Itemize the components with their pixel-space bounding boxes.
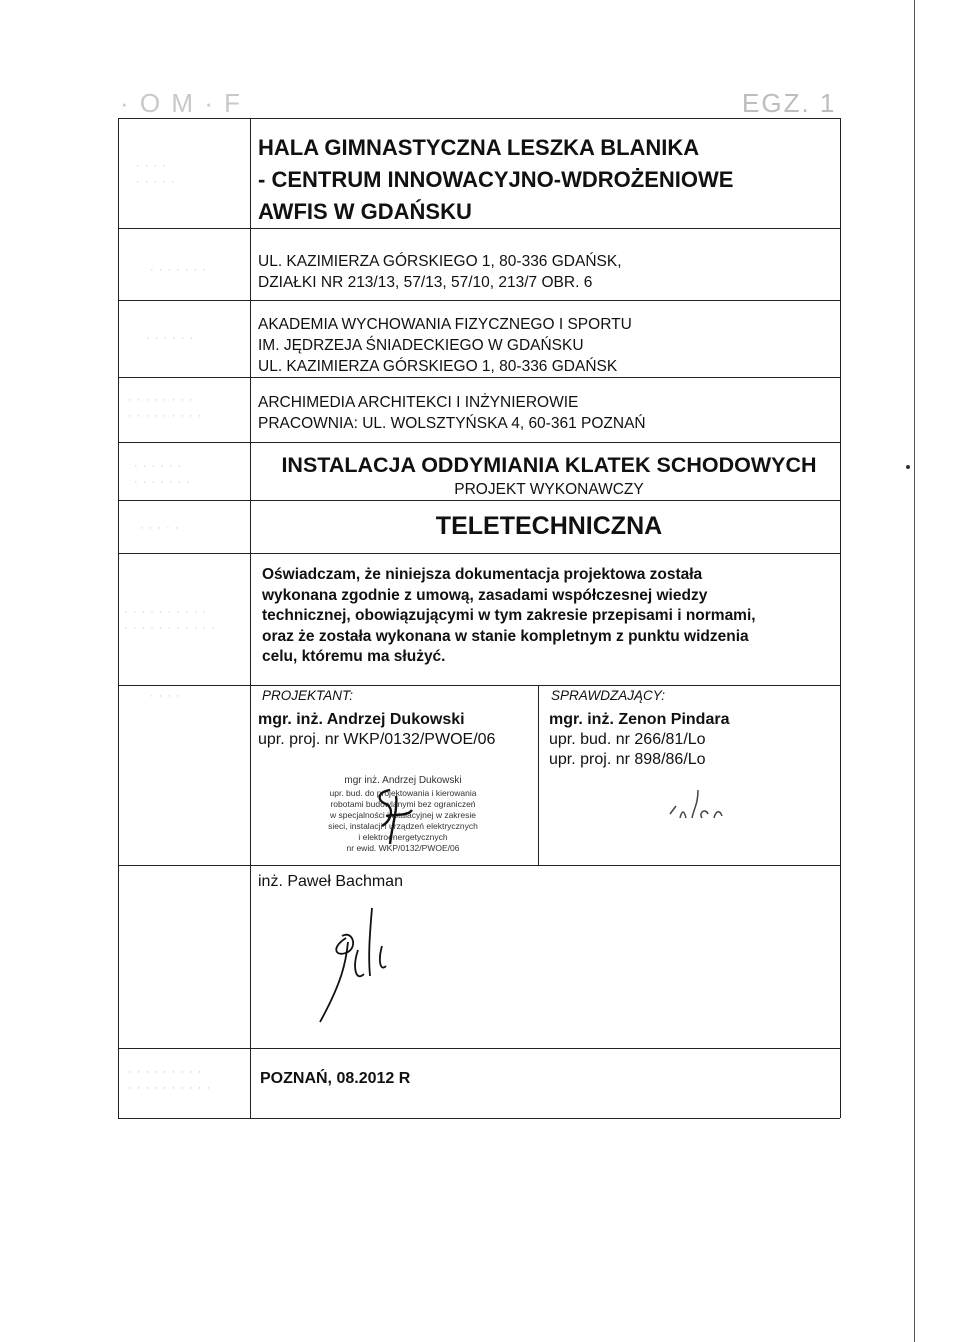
address-line-2: DZIAŁKI NR 213/13, 57/13, 57/10, 213/7 OBR. 6: [258, 274, 593, 291]
object-name: INSTALACJA ODDYMIANIA KLATEK SCHODOWYCH: [281, 453, 817, 477]
faded-label-6: · · · · ·: [140, 522, 180, 534]
stamp-line-3: w specjalności instalacyjnej w zakresie: [330, 810, 476, 820]
stamp-line-5: i elektroenergetycznych: [358, 832, 448, 842]
separator-7: [118, 685, 840, 686]
place-and-date: POZNAŃ, 08.2012 R: [260, 1070, 411, 1087]
assistant-signature-icon: [312, 902, 412, 1032]
declaration-line-5: celu, któremu ma służyć.: [262, 648, 446, 665]
faded-label-4: · · · · · · · · · · · · · · · · ·: [128, 394, 203, 422]
checker-role-label: SPRAWDZAJĄCY:: [551, 688, 666, 703]
designer-block: [258, 710, 495, 750]
separator-8: [118, 865, 840, 866]
designer-signature-icon: [368, 786, 424, 848]
frame-top: [118, 118, 840, 119]
investor-block: [258, 314, 632, 377]
branch-title: TELETECHNICZNA: [435, 512, 663, 540]
architect-line-1: ARCHIMEDIA ARCHITEKCI I INŻYNIEROWIE: [258, 394, 579, 411]
faded-label-1: · · · · · · · · ·: [136, 160, 176, 188]
assistant-name: inż. Paweł Bachman: [258, 873, 403, 890]
project-title: [258, 132, 733, 228]
stamp-line-1: upr. bud. do projektowania i kierowania: [329, 788, 477, 798]
investor-line-1: AKADEMIA WYCHOWANIA FIZYCZNEGO I SPORTU: [258, 316, 632, 333]
frame-left: [118, 118, 119, 1118]
stamp-line-4: sieci, instalacji i urządzeń elektrycznych: [328, 821, 478, 831]
frame-divider: [250, 118, 251, 1118]
separator-5: [118, 500, 840, 501]
faded-label-8: · · · ·: [150, 690, 181, 702]
separator-3: [118, 377, 840, 378]
checker-name: mgr. inż. Zenon Pindara: [549, 711, 730, 728]
checker-license-bud: upr. bud. nr 266/81/Lo: [549, 731, 706, 748]
architect-block: [258, 392, 646, 434]
scan-edge-line: [914, 0, 915, 1342]
scan-dot: [906, 465, 910, 469]
designer-license: upr. proj. nr WKP/0132/PWOE/06: [258, 731, 496, 748]
project-address: [258, 251, 622, 293]
architect-line-2: PRACOWNIA: UL. WOLSZTYŃSKA 4, 60-361 POZNAŃ: [258, 415, 646, 432]
stamp-line-6: nr ewid. WKP/0132/PWOE/06: [346, 843, 460, 853]
separator-6: [118, 553, 840, 554]
faded-label-2: · · · · · · ·: [150, 264, 207, 276]
separator-9: [118, 1048, 840, 1049]
faded-label-9: · · · · · · · · · · · · · · · · · · ·: [128, 1066, 212, 1094]
address-line-1: UL. KAZIMIERZA GÓRSKIEGO 1, 80-336 GDAŃSK,: [258, 253, 622, 270]
project-title-line-2: - CENTRUM INNOWACYJNO-WDROŻENIOWE: [258, 167, 734, 192]
stamp-line-2: robotami budowlanymi bez ograniczeń: [330, 799, 476, 809]
project-title-line-3: AWFIS W GDAŃSKU: [258, 199, 472, 224]
checker-license-proj: upr. proj. nr 898/86/Lo: [549, 751, 706, 768]
faded-label-7: · · · · · · · · · · · · · · · · · · · · ·: [124, 606, 216, 634]
faded-label-5: · · · · · · · · · · · · ·: [134, 460, 191, 488]
separator-1: [118, 228, 840, 229]
faded-header-mark: · O M · F: [120, 88, 242, 118]
investor-line-2: IM. JĘDRZEJA ŚNIADECKIEGO W GDAŃSKU: [258, 337, 584, 354]
corner-code: EGZ. 1: [742, 88, 837, 118]
separator-2: [118, 300, 840, 301]
declaration-line-2: wykonana zgodnie z umową, zasadami współczesnej wiedzy: [262, 586, 708, 604]
faded-label-3: · · · · · ·: [146, 332, 195, 344]
checker-signature-icon: [668, 784, 728, 828]
declaration-line-1: Oświadczam, że niniejsza dokumentacja projektowa została: [262, 566, 703, 583]
frame-bottom: [118, 1118, 840, 1119]
separator-4: [118, 442, 840, 443]
object-block: [118, 450, 840, 500]
design-phase: PROJEKT WYKONAWCZY: [454, 481, 644, 498]
project-title-line-1: HALA GIMNASTYCZNA LESZKA BLANIKA: [258, 135, 700, 160]
investor-line-3: UL. KAZIMIERZA GÓRSKIEGO 1, 80-336 GDAŃSK: [258, 358, 618, 375]
signature-divider: [538, 685, 539, 865]
declaration-line-4: oraz że została wykonana w stanie kompletnym z punktu widzenia: [262, 627, 749, 645]
designer-role-label: PROJEKTANT:: [262, 688, 354, 703]
frame-right: [840, 118, 841, 1118]
checker-block: [549, 710, 729, 770]
stamp-name: mgr inż. Andrzej Dukowski: [344, 775, 462, 786]
designer-name: mgr. inż. Andrzej Dukowski: [258, 711, 465, 728]
declaration-line-3: technicznej, obowiązującymi w tym zakresie przepisami i normami,: [262, 607, 756, 624]
declaration-text: [262, 565, 756, 668]
